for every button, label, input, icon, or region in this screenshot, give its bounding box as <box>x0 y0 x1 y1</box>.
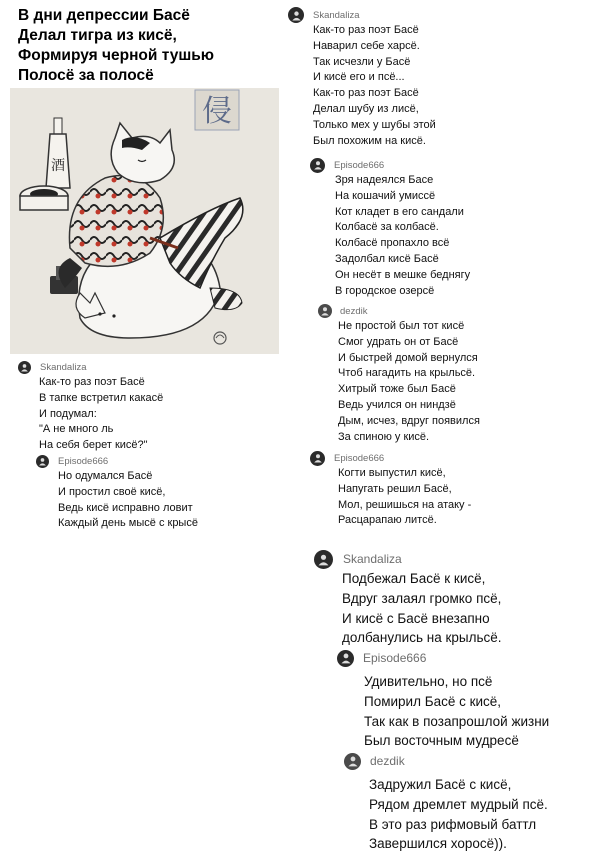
comment-line: Так как в позапрошлой жизни <box>364 713 550 729</box>
comment <box>344 751 548 854</box>
svg-text:酒: 酒 <box>51 158 65 174</box>
comment-line: И кисё с Басё внезапно <box>342 610 490 626</box>
comment-line: На себя берет кисё?" <box>39 439 148 452</box>
comment-line: Расцарапаю литсё. <box>338 514 437 527</box>
comment-line: Был восточным мудресё <box>364 733 519 749</box>
comment-line: Как-то раз поэт Басё <box>39 376 145 388</box>
comment-line: Задружил Басё с кисё, <box>369 777 512 792</box>
comment <box>310 450 471 529</box>
meme-title <box>18 6 278 86</box>
comment-line: Колбасё пропахло всё <box>335 237 450 250</box>
comment-line: Был похожим на кисё. <box>313 134 426 147</box>
comment-line: За спиною у кисё. <box>338 430 430 443</box>
user-avatar-icon[interactable] <box>344 753 361 770</box>
comment-line: Так исчезли у Басё <box>313 55 411 68</box>
comment-line: И простил своё кисё, <box>58 485 166 498</box>
user-avatar-icon[interactable] <box>310 451 325 466</box>
username[interactable]: Skandaliza <box>40 361 87 373</box>
user-avatar-icon[interactable] <box>36 455 49 468</box>
comment-line: Рядом дремлет мудрый псё. <box>369 796 548 812</box>
comment-body <box>58 469 198 532</box>
comment-line: Дым, исчез, вдруг появился <box>338 414 480 427</box>
comment-body <box>342 569 502 648</box>
title-line: Делал тигра из кисё, <box>18 27 177 44</box>
comment-line: Как-то раз поэт Басё <box>313 87 419 100</box>
user-avatar-icon[interactable] <box>310 158 325 173</box>
comment-line: На кошачий умиссё <box>335 189 436 202</box>
comment-line: Чтоб нагадить на крыльсё. <box>338 367 476 380</box>
title-line: Формируя черной тушью <box>18 47 215 64</box>
comment-line: Завершился хоросё)). <box>369 836 507 852</box>
cat-tattoo-artwork <box>10 88 279 354</box>
comment-header <box>337 648 549 668</box>
user-avatar-icon[interactable] <box>337 650 354 667</box>
comment-line: И подумал: <box>39 407 97 420</box>
comment-line: Как-то раз поэт Басё <box>313 24 419 36</box>
comment-header <box>288 7 436 23</box>
comment-line: Зря надеялся Басе <box>335 174 434 186</box>
comment-line: Вдруг залаял громко псё, <box>342 590 502 606</box>
comment-body <box>338 319 480 445</box>
comment-body <box>369 775 548 854</box>
comment <box>18 359 163 454</box>
comment-line: Задолбал кисё Басё <box>335 252 439 265</box>
title-line: В дни депрессии Басё <box>18 7 190 24</box>
comment-line: В это раз рифмовый баттл <box>369 816 537 832</box>
comment-body <box>39 375 163 454</box>
comment <box>337 648 549 751</box>
comment <box>288 7 436 149</box>
comment-line: Напугать решил Басё, <box>338 482 452 495</box>
comment-line: Колбасё за колбасё. <box>335 221 439 234</box>
title-line: Полосё за полосё <box>18 67 154 84</box>
comment-body <box>313 23 436 149</box>
comment-line: Наварил себе харсё. <box>313 39 420 52</box>
comment-header <box>18 359 163 375</box>
comment-line: Хитрый тоже был Басё <box>338 383 456 396</box>
user-avatar-icon[interactable] <box>18 361 31 374</box>
comment-line: Удивительно, но псё <box>364 674 493 689</box>
comment <box>318 303 480 445</box>
comment-line: Только мех у шубы этой <box>313 118 436 131</box>
comment-line: Мол, решишься на атаку - <box>338 498 472 511</box>
comment-line: И кисё его и псё... <box>313 71 405 84</box>
comment-line: Подбежал Басё к кисё, <box>342 571 486 586</box>
artwork-illustration <box>10 88 279 354</box>
comment-line: Не простой был тот кисё <box>338 320 465 332</box>
user-avatar-icon[interactable] <box>318 304 332 318</box>
comment-line: И быстрей домой вернулся <box>338 351 478 364</box>
comment-header <box>314 549 502 569</box>
comment <box>36 453 198 532</box>
kanji-glyph: 侵 <box>202 94 232 129</box>
comment-line: Кот кладет в его сандали <box>335 205 464 218</box>
comment-header <box>36 453 198 469</box>
comment-line: Каждый день мысё с крысё <box>58 517 198 530</box>
comment-line: Помирил Басё с кисё, <box>364 693 502 709</box>
comment-line: Когти выпустил кисё, <box>338 467 446 479</box>
comment-line: Но одумался Басё <box>58 470 153 482</box>
comment-body <box>364 672 549 751</box>
comment-header <box>344 751 548 771</box>
comment <box>314 549 502 648</box>
username[interactable]: dezdik <box>370 754 405 768</box>
comment-line: Смог удрать он от Басё <box>338 335 459 348</box>
username[interactable]: Episode666 <box>58 455 109 467</box>
ink-dish-icon <box>20 186 68 210</box>
username[interactable]: Episode666 <box>334 452 385 464</box>
username[interactable]: Episode666 <box>363 651 427 665</box>
user-avatar-icon[interactable] <box>288 7 304 23</box>
comment-line: Ведь учился он ниндзё <box>338 398 456 411</box>
username[interactable]: dezdik <box>340 305 368 317</box>
user-avatar-icon[interactable] <box>314 550 333 569</box>
username[interactable]: Skandaliza <box>343 552 402 566</box>
comment-line: Он несёт в мешке беднягу <box>335 268 471 281</box>
comment-line: В городское озерсё <box>335 284 435 297</box>
username[interactable]: Skandaliza <box>313 9 360 21</box>
comment-body <box>338 466 471 529</box>
comment-header <box>318 303 480 319</box>
comment-line: Ведь кисё исправно ловит <box>58 501 193 514</box>
comment-line: В тапке встретил какасё <box>39 391 164 404</box>
comment-header <box>310 157 470 173</box>
username[interactable]: Episode666 <box>334 159 385 171</box>
comment-line: долбанулись на крыльсё. <box>342 630 502 646</box>
comment-line: Делал шубу из лисё, <box>313 102 419 115</box>
comment <box>310 157 470 299</box>
comment-body <box>335 173 470 299</box>
comment-header <box>310 450 471 466</box>
comment-line: "А не много ль <box>39 423 114 436</box>
